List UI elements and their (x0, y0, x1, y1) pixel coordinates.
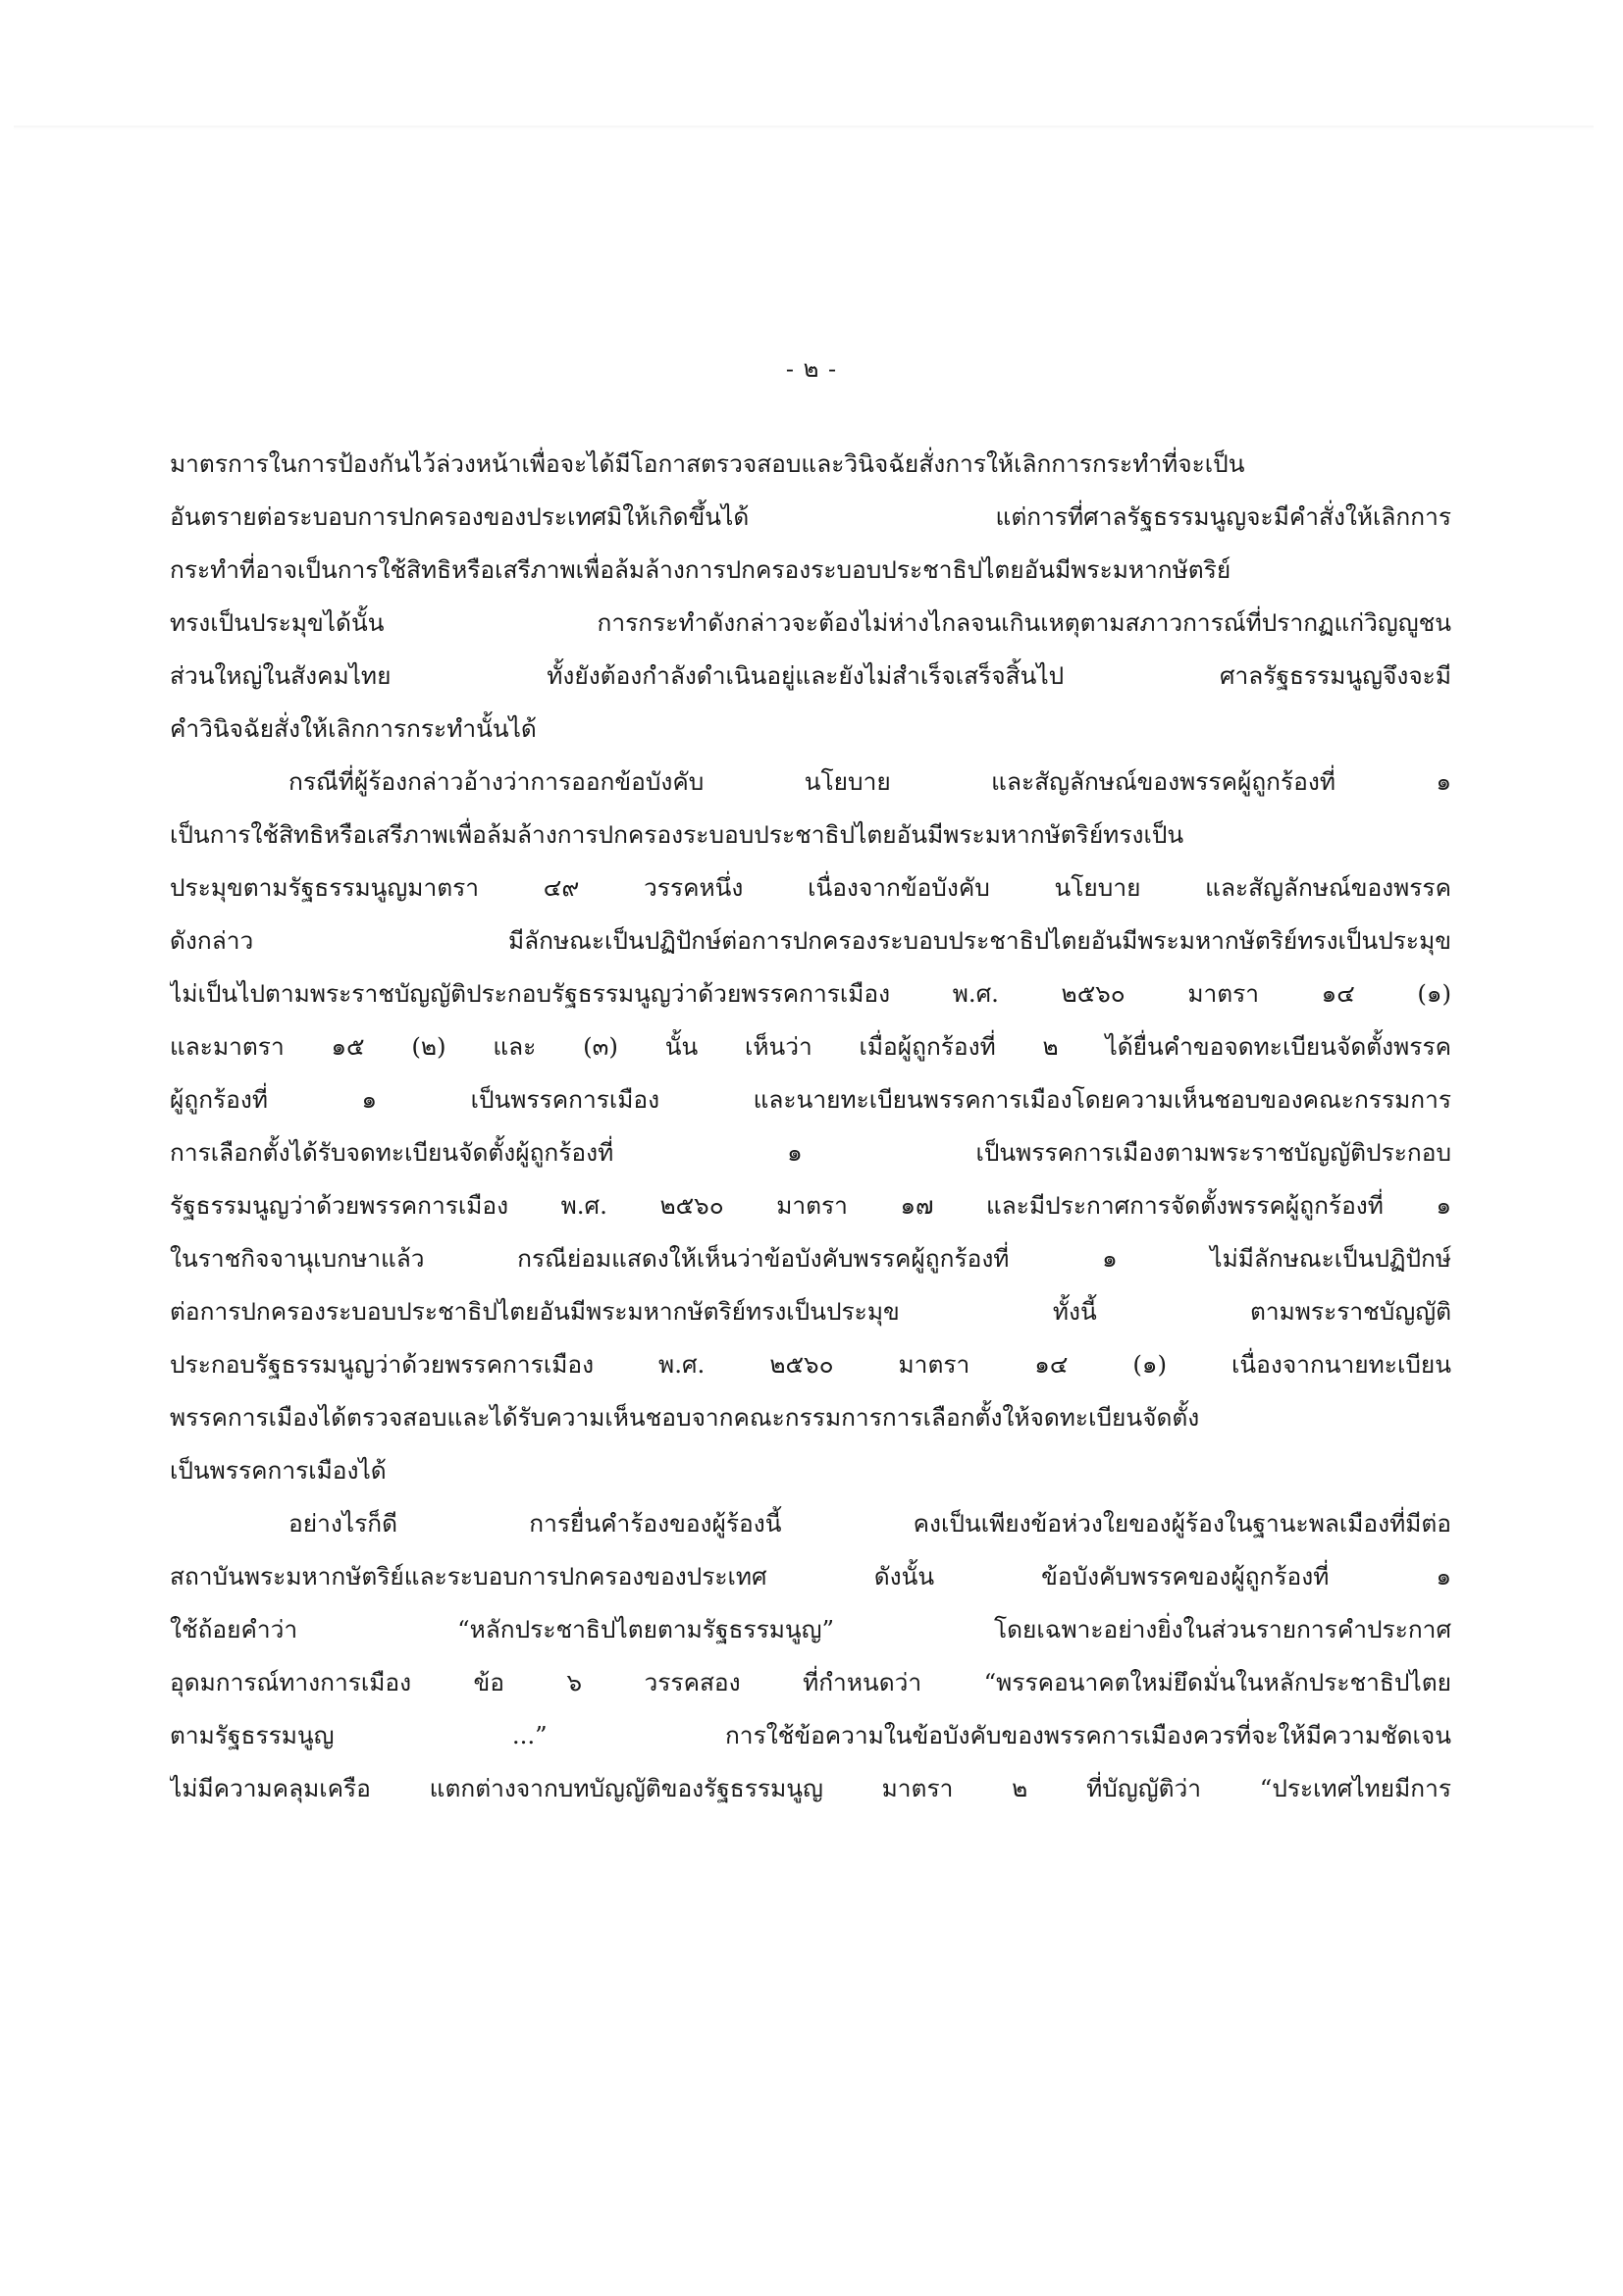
paragraph-line: ไม่เป็นไปตามพระราชบัญญัติประกอบรัฐธรรมนูญว่าด้วยพรรคการเมือง พ.ศ. ๒๕๖๐ มาตรา ๑๔ (๑) (170, 979, 1451, 1008)
paragraph-line: ประกอบรัฐธรรมนูญว่าด้วยพรรคการเมือง พ.ศ. ๒๕๖๐ มาตรา ๑๔ (๑) เนื่องจากนายทะเบียน (170, 1350, 1451, 1379)
paragraph-line: อันตรายต่อระบอบการปกครองของประเทศมิให้เกิดขึ้นได้ แต่การที่ศาลรัฐธรรมนูญจะมีคำสั่งให้เลิกการ (170, 502, 1451, 531)
paragraph-line: การเลือกตั้งได้รับจดทะเบียนจัดตั้งผู้ถูกร้องที่ ๑ เป็นพรรคการเมืองตามพระราชบัญญัติประกอบ (170, 1138, 1451, 1167)
paragraph-line: กระทำที่อาจเป็นการใช้สิทธิหรือเสรีภาพเพื่อล้มล้างการปกครองระบอบประชาธิปไตยอันมีพระมหากษัตริย์ (170, 555, 1231, 584)
page-number: - ๒ - (785, 355, 838, 383)
paragraph-line: มาตรการในการป้องกันไว้ล่วงหน้าเพื่อจะได้มีโอกาสตรวจสอบและวินิจฉัยสั่งการให้เลิกการกระทำที่จะเป็น (170, 449, 1245, 478)
paragraph-line: ส่วนใหญ่ในสังคมไทย ทั้งยังต้องกำลังดำเนินอยู่และยังไม่สำเร็จเสร็จสิ้นไป ศาลรัฐธรรมนูญจึงจะมี (170, 661, 1451, 690)
paragraph-line: กรณีที่ผู้ร้องกล่าวอ้างว่าการออกข้อบังคับ นโยบาย และสัญลักษณ์ของพรรคผู้ถูกร้องที่ ๑ (288, 767, 1451, 796)
scan-edge-shadow (14, 126, 1594, 130)
paragraph-line: ใช้ถ้อยคำว่า “หลักประชาธิปไตยตามรัฐธรรมนูญ” โดยเฉพาะอย่างยิ่งในส่วนรายการคำประกาศ (170, 1615, 1451, 1644)
paragraph-line: อุดมการณ์ทางการเมือง ข้อ ๖ วรรคสอง ที่กำหนดว่า “พรรคอนาคตใหม่ยึดมั่นในหลักประชาธิปไตย (170, 1668, 1451, 1696)
paragraph-line: และมาตรา ๑๕ (๒) และ (๓) นั้น เห็นว่า เมื่อผู้ถูกร้องที่ ๒ ได้ยื่นคำขอจดทะเบียนจัดตั้งพรรค (170, 1032, 1451, 1061)
paragraph-line: พรรคการเมืองได้ตรวจสอบและได้รับความเห็นชอบจากคณะกรรมการการเลือกตั้งให้จดทะเบียนจัดตั้ง (170, 1403, 1200, 1432)
paragraph-line: ในราชกิจจานุเบกษาแล้ว กรณีย่อมแสดงให้เห็นว่าข้อบังคับพรรคผู้ถูกร้องที่ ๑ ไม่มีลักษณะเป็นปฏิปักษ์ (170, 1244, 1451, 1273)
paragraph-line: ต่อการปกครองระบอบประชาธิปไตยอันมีพระมหากษัตริย์ทรงเป็นประมุข ทั้งนี้ ตามพระราชบัญญัติ (170, 1297, 1451, 1326)
paragraph-line: สถาบันพระมหากษัตริย์และระบอบการปกครองของประเทศ ดังนั้น ข้อบังคับพรรคของผู้ถูกร้องที่ ๑ (170, 1562, 1451, 1591)
paragraph-line: ประมุขตามรัฐธรรมนูญมาตรา ๔๙ วรรคหนึ่ง เนื่องจากข้อบังคับ นโยบาย และสัญลักษณ์ของพรรค (170, 873, 1451, 902)
paragraph-line: รัฐธรรมนูญว่าด้วยพรรคการเมือง พ.ศ. ๒๕๖๐ มาตรา ๑๗ และมีประกาศการจัดตั้งพรรคผู้ถูกร้องที่ ๑ (170, 1191, 1451, 1220)
paragraph-line: เป็นพรรคการเมืองได้ (170, 1456, 387, 1485)
paragraph-line: ทรงเป็นประมุขได้นั้น การกระทำดังกล่าวจะต้องไม่ห่างไกลจนเกินเหตุตามสภาวการณ์ที่ปรากฏแก่วิญญูชน (170, 608, 1451, 637)
paragraph-line: ตามรัฐธรรมนูญ ...” การใช้ข้อความในข้อบังคับของพรรคการเมืองควรที่จะให้มีความชัดเจน (170, 1721, 1451, 1749)
paragraph-line: ผู้ถูกร้องที่ ๑ เป็นพรรคการเมือง และนายทะเบียนพรรคการเมืองโดยความเห็นชอบของคณะกรรมการ (170, 1085, 1451, 1114)
paragraph-line: ไม่มีความคลุมเครือ แตกต่างจากบทบัญญัติของรัฐธรรมนูญ มาตรา ๒ ที่บัญญัติว่า “ประเทศไทยมีการ (170, 1774, 1451, 1802)
paragraph-line: ดังกล่าว มีลักษณะเป็นปฏิปักษ์ต่อการปกครองระบอบประชาธิปไตยอันมีพระมหากษัตริย์ทรงเป็นประมุข (170, 926, 1451, 955)
paragraph-line: เป็นการใช้สิทธิหรือเสรีภาพเพื่อล้มล้างการปกครองระบอบประชาธิปไตยอันมีพระมหากษัตริย์ทรงเป็น (170, 820, 1184, 849)
paragraph-line: คำวินิจฉัยสั่งให้เลิกการกระทำนั้นได้ (170, 714, 537, 743)
paragraph-line: อย่างไรก็ดี การยื่นคำร้องของผู้ร้องนี้ คงเป็นเพียงข้อห่วงใยของผู้ร้องในฐานะพลเมืองที่มีต่อ (288, 1509, 1451, 1538)
